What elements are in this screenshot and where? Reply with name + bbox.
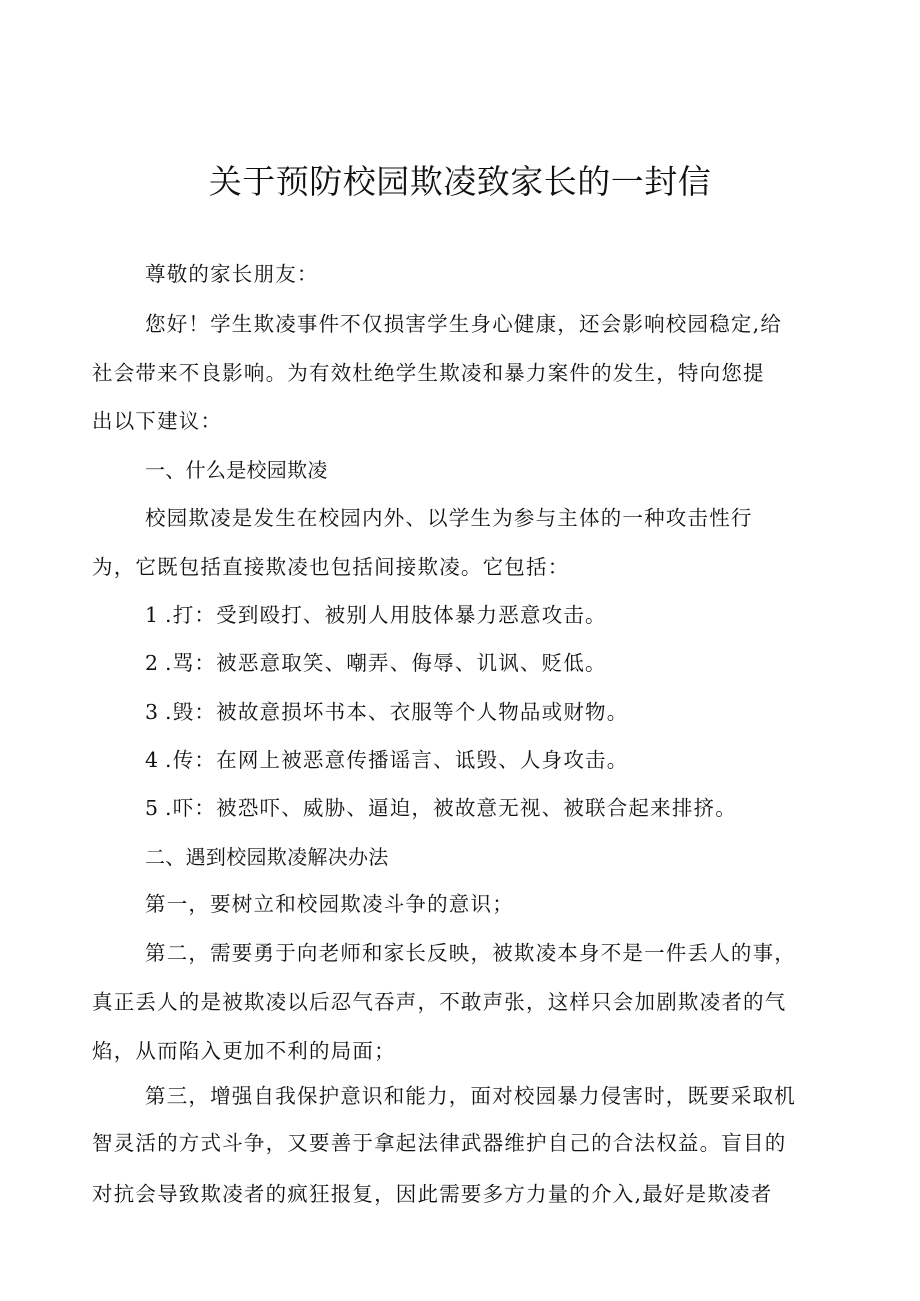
section-2-paragraph-2-line-1: 第二，需要勇于向老师和家长反映，被欺凌本身不是一件丢人的事， [145,941,796,965]
intro-line-1: 您好！学生欺凌事件不仅损害学生身心健康，还会影响校园稳定,给 [145,312,783,336]
list-item-number: 5 [145,796,160,820]
section-1-definition-line-1: 校园欺凌是发生在校园内外、以学生为参与主体的一种攻击性行 [145,506,753,530]
list-item-number: 4 [145,748,160,772]
section-2-paragraph-2-line-2: 真正丢人的是被欺凌以后忍气吞声，不敢声张，这样只会加剧欺凌者的气 [92,990,787,1014]
section-2-paragraph-3-line-3: 对抗会导致欺凌者的疯狂报复，因此需要多方力量的介入,最好是欺凌者 [92,1182,773,1206]
list-item [145,740,837,780]
section-2-paragraph-3-line-1: 第三，增强自我保护意识和能力，面对校园暴力侵害时，既要采取机 [145,1084,796,1108]
document-title: 关于预防校园欺凌致家长的一封信 [208,162,712,201]
list-item-number: 3 [145,700,160,724]
list-item [145,643,837,683]
section-2-paragraph-3-line-2: 智灵活的方式斗争，又要善于拿起法律武器维护自己的合法权益。盲目的 [92,1131,787,1155]
salutation: 尊敬的家长朋友： [145,262,319,286]
list-item-text: .吓：被恐吓、威胁、逼迫，被故意无视、被联合起来排挤。 [165,796,737,820]
list-item-text: .打：受到殴打、被别人用肢体暴力恶意攻击。 [165,603,607,627]
intro-line-3: 出以下建议： [92,409,223,433]
list-item-number: 2 [145,651,160,675]
list-item-text: .传：在网上被恶意传播谣言、诋毁、人身攻击。 [165,748,629,772]
list-item [145,788,837,828]
list-item-text: .骂：被恶意取笑、嘲弄、侮辱、讥讽、贬低。 [165,651,607,675]
list-item-number: 1 [145,603,160,627]
list-item [145,595,837,635]
list-item [145,692,837,732]
section-1-heading: 一、什么是校园欺凌 [145,458,328,482]
section-2-paragraph-1: 第一，要树立和校园欺凌斗争的意识； [145,892,514,916]
intro-line-2: 社会带来不良影响。为有效杜绝学生欺凌和暴力案件的发生，特向您提 [92,361,765,385]
section-2-heading: 二、遇到校园欺凌解决办法 [145,845,389,869]
section-2-paragraph-2-line-3: 焰，从而陷入更加不利的局面； [92,1039,396,1063]
list-item-text: .毁：被故意损坏书本、衣服等个人物品或财物。 [165,700,629,724]
section-1-definition-line-2: 为，它既包括直接欺凌也包括间接欺凌。它包括： [92,555,570,579]
